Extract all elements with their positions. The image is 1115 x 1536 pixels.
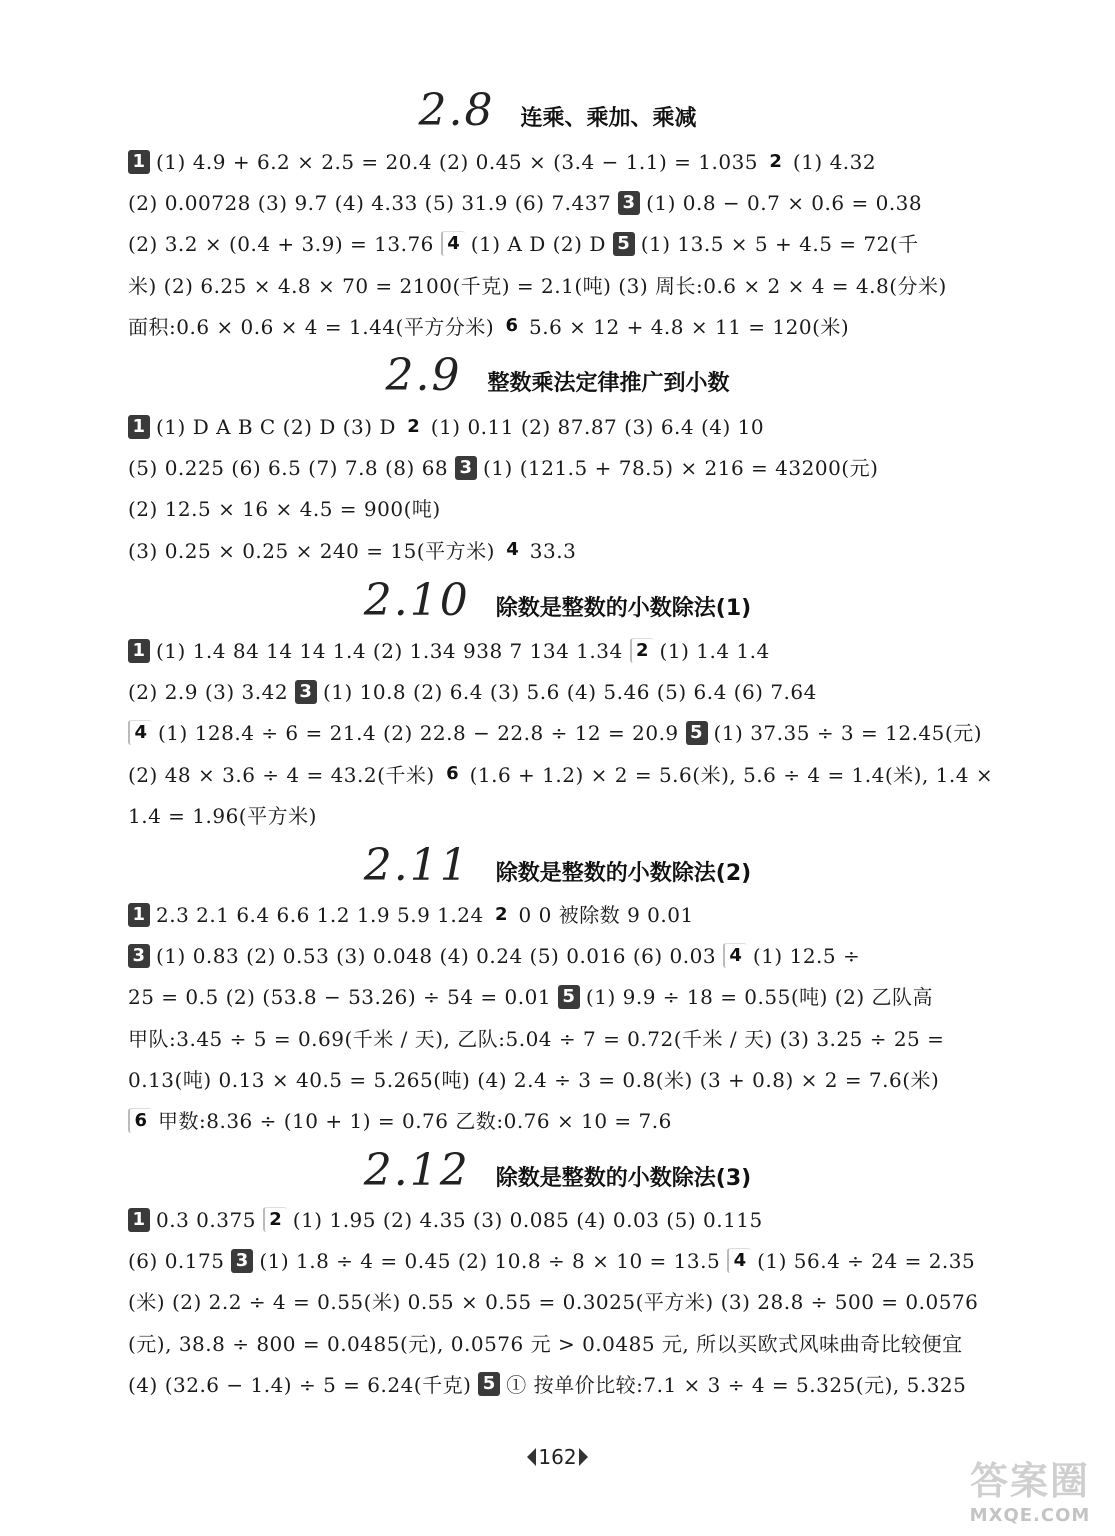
question-number-badge: 2 — [407, 415, 421, 437]
answer-line — [128, 1206, 1008, 1234]
answer-line — [128, 454, 1008, 482]
section-title — [0, 350, 1115, 400]
arrow-right-icon — [579, 1448, 588, 1466]
answer-text: (1) 12.5 ÷ — [752, 944, 861, 969]
section-title — [0, 575, 1115, 625]
answer-text: 米) (2) 6.25 × 4.8 × 70 = 2100(千克) = 2.1(吨) (3) 周长:0.6 × 2 × 4 = 4.8(分米) — [128, 273, 947, 298]
answer-text: 甲队:3.45 ÷ 5 = 0.69(千米 / 天), 乙队:5.04 ÷ 7 = 0.72(千米 / 天) (3) 3.25 ÷ 25 = — [128, 1026, 945, 1051]
answer-line — [128, 413, 1008, 441]
answer-text: (1) A D (2) D — [470, 232, 613, 257]
answer-line — [128, 495, 1008, 523]
answer-line — [128, 942, 1008, 970]
question-number-badge: 5 — [686, 721, 708, 745]
question-number-badge: 2 — [495, 903, 509, 925]
answer-text: (1) 4.32 — [792, 150, 877, 174]
section-name: 除数是整数的小数除法(2) — [495, 861, 752, 886]
question-number-badge: 2 — [263, 1207, 287, 1232]
watermark — [955, 1450, 1105, 1530]
section-title — [0, 1145, 1115, 1195]
answer-text: (1.6 + 1.2) × 2 = 5.6(米), 5.6 ÷ 4 = 1.4(米), 1.4 × — [469, 762, 994, 787]
answer-line — [128, 148, 1008, 176]
answer-text: (6) 0.175 — [128, 1249, 232, 1274]
section-title — [0, 840, 1115, 890]
answer-text: 面积:0.6 × 0.6 × 4 = 1.44(平方分米) — [128, 314, 501, 339]
question-number-badge: 1 — [128, 639, 150, 663]
answer-text: 5.6 × 12 + 4.8 × 11 = 120(米) — [529, 314, 850, 339]
section-name: 整数乘法定律推广到小数 — [487, 371, 730, 396]
answer-text: (1) 1.4 84 14 14 1.4 (2) 1.34 938 7 134 1.34 — [156, 639, 630, 663]
answer-text: ① 按单价比较:7.1 × 3 ÷ 4 = 5.325(元), 5.325 — [506, 1372, 967, 1397]
answer-text: 25 = 0.5 (2) (53.8 − 53.26) ÷ 54 = 0.01 — [128, 985, 558, 1010]
answer-text: (3) 0.25 × 0.25 × 240 = 15(平方米) — [128, 538, 502, 563]
question-number-badge: 2 — [630, 638, 654, 663]
page-number: 162 — [525, 1445, 589, 1469]
answer-text: (4) (32.6 − 1.4) ÷ 5 = 6.24(千克) — [128, 1372, 479, 1397]
answer-line — [128, 1066, 1008, 1094]
question-number-badge: 2 — [769, 150, 783, 172]
answer-text: (1) 1.8 ÷ 4 = 0.45 (2) 10.8 ÷ 8 × 10 = 13.5 — [259, 1249, 728, 1274]
answer-text: 33.3 — [529, 538, 577, 563]
answer-text: (米) (2) 2.2 ÷ 4 = 0.55(米) 0.55 × 0.55 = 0.3025(平方米) (3) 28.8 ÷ 500 = 0.0576 — [128, 1290, 979, 1315]
question-number-badge: 3 — [618, 191, 640, 215]
question-number-badge: 4 — [506, 539, 520, 561]
answer-text: (1) 10.8 (2) 6.4 (3) 5.6 (4) 5.46 (5) 6.4 (6) 7.64 — [322, 680, 817, 705]
question-number-badge: 3 — [128, 944, 150, 968]
answer-line — [128, 983, 1008, 1011]
answer-text: (1) 1.4 1.4 — [659, 639, 770, 663]
page-footer — [0, 1445, 1115, 1469]
watermark-logo: 答案圈 — [969, 1459, 1090, 1503]
question-number-badge: 3 — [295, 680, 317, 704]
answer-text: (1) 128.4 ÷ 6 = 21.4 (2) 22.8 − 22.8 ÷ 12 = 20.9 — [158, 721, 686, 746]
answer-text: 甲数:8.36 ÷ (10 + 1) = 0.76 乙数:0.76 × 10 = 7.6 — [158, 1109, 672, 1133]
answer-text: (1) 37.35 ÷ 3 = 12.45(元) — [713, 721, 982, 746]
section-title — [0, 85, 1115, 135]
answer-line — [128, 272, 1008, 300]
watermark-url: MXQE.COM — [969, 1505, 1091, 1526]
question-number-badge: 1 — [128, 903, 150, 927]
answer-text: (1) D A B C (2) D (3) D — [156, 415, 403, 439]
answer-text: (5) 0.225 (6) 6.5 (7) 7.8 (8) 68 — [128, 456, 455, 481]
answer-line — [128, 1025, 1008, 1053]
answer-text: (2) 3.2 × (0.4 + 3.9) = 13.76 — [128, 232, 441, 257]
answer-text: 1.4 = 1.96(平方米) — [128, 803, 317, 828]
answer-text: (1) 1.95 (2) 4.35 (3) 0.085 (4) 0.03 (5) 0.115 — [292, 1208, 763, 1232]
answer-text: 0.3 0.375 — [156, 1208, 263, 1232]
question-number-badge: 3 — [455, 456, 477, 480]
answer-line — [128, 678, 1008, 706]
answer-line — [128, 1371, 1008, 1399]
answer-line — [128, 637, 1008, 665]
question-number-badge: 4 — [128, 720, 152, 745]
answer-text: (2) 48 × 3.6 ÷ 4 = 43.2(千米) — [128, 762, 442, 787]
answer-line — [128, 802, 1008, 830]
question-number-badge: 1 — [128, 150, 150, 174]
answer-text: 0 0 被除数 9 0.01 — [518, 903, 694, 927]
section-number: 2.10 — [363, 575, 470, 626]
answer-text: (元), 38.8 ÷ 800 = 0.0485(元), 0.0576 元 > 0.0485 元, 所以买欧式风味曲奇比较便宜 — [128, 1331, 963, 1356]
answer-text: (1) 13.5 × 5 + 4.5 = 72(千 — [640, 232, 919, 257]
section-number: 2.9 — [385, 350, 462, 401]
question-number-badge: 6 — [128, 1108, 152, 1133]
question-number-badge: 1 — [128, 1208, 150, 1232]
answer-text: 0.13(吨) 0.13 × 40.5 = 5.265(吨) (4) 2.4 ÷ 3 = 0.8(米) (3 + 0.8) × 2 = 7.6(米) — [128, 1067, 940, 1092]
answer-text: (2) 2.9 (3) 3.42 — [128, 680, 295, 705]
arrow-left-icon — [527, 1448, 536, 1466]
answer-line — [128, 230, 1008, 258]
answer-line — [128, 313, 1008, 341]
answer-line — [128, 1330, 1008, 1358]
section-name: 除数是整数的小数除法(3) — [495, 1166, 752, 1191]
answer-text: (1) (121.5 + 78.5) × 216 = 43200(元) — [483, 456, 879, 481]
answer-text: (1) 0.83 (2) 0.53 (3) 0.048 (4) 0.24 (5) 0.016 (6) 0.03 — [156, 944, 723, 969]
question-number-badge: 4 — [723, 943, 747, 968]
section-number: 2.11 — [363, 840, 470, 891]
question-number-badge: 4 — [441, 231, 465, 256]
answer-text: (2) 12.5 × 16 × 4.5 = 900(吨) — [128, 497, 441, 522]
answer-line — [128, 1107, 1008, 1135]
answer-line — [128, 761, 1008, 789]
answer-line — [128, 1247, 1008, 1275]
answer-text: (1) 0.8 − 0.7 × 0.6 = 0.38 — [646, 191, 923, 216]
question-number-badge: 4 — [727, 1248, 751, 1273]
question-number-badge: 5 — [478, 1372, 500, 1396]
answer-text: 2.3 2.1 6.4 6.6 1.2 1.9 5.9 1.24 — [156, 903, 491, 927]
section-name: 除数是整数的小数除法(1) — [495, 596, 752, 621]
question-number-badge: 5 — [613, 232, 635, 256]
section-name: 连乘、乘加、乘减 — [520, 106, 697, 131]
answer-line — [128, 189, 1008, 217]
question-number-badge: 6 — [446, 763, 460, 785]
answer-text: (2) 0.00728 (3) 9.7 (4) 4.33 (5) 31.9 (6) 7.437 — [128, 191, 619, 216]
answer-line — [128, 537, 1008, 565]
question-number-badge: 6 — [505, 315, 519, 337]
question-number-badge: 1 — [128, 415, 150, 439]
answer-line — [128, 901, 1008, 929]
answer-text: (1) 4.9 + 6.2 × 2.5 = 20.4 (2) 0.45 × (3.4 − 1.1) = 1.035 — [156, 150, 765, 174]
answer-line — [128, 1288, 1008, 1316]
section-number: 2.12 — [363, 1145, 470, 1196]
answer-line — [128, 719, 1008, 747]
answer-text: (1) 56.4 ÷ 24 = 2.35 — [757, 1249, 976, 1274]
answer-text: (1) 0.11 (2) 87.87 (3) 6.4 (4) 10 — [430, 415, 765, 439]
question-number-badge: 5 — [558, 985, 580, 1009]
question-number-badge: 3 — [231, 1249, 253, 1273]
answer-text: (1) 9.9 ÷ 18 = 0.55(吨) (2) 乙队高 — [585, 985, 933, 1010]
section-number: 2.8 — [418, 85, 495, 136]
